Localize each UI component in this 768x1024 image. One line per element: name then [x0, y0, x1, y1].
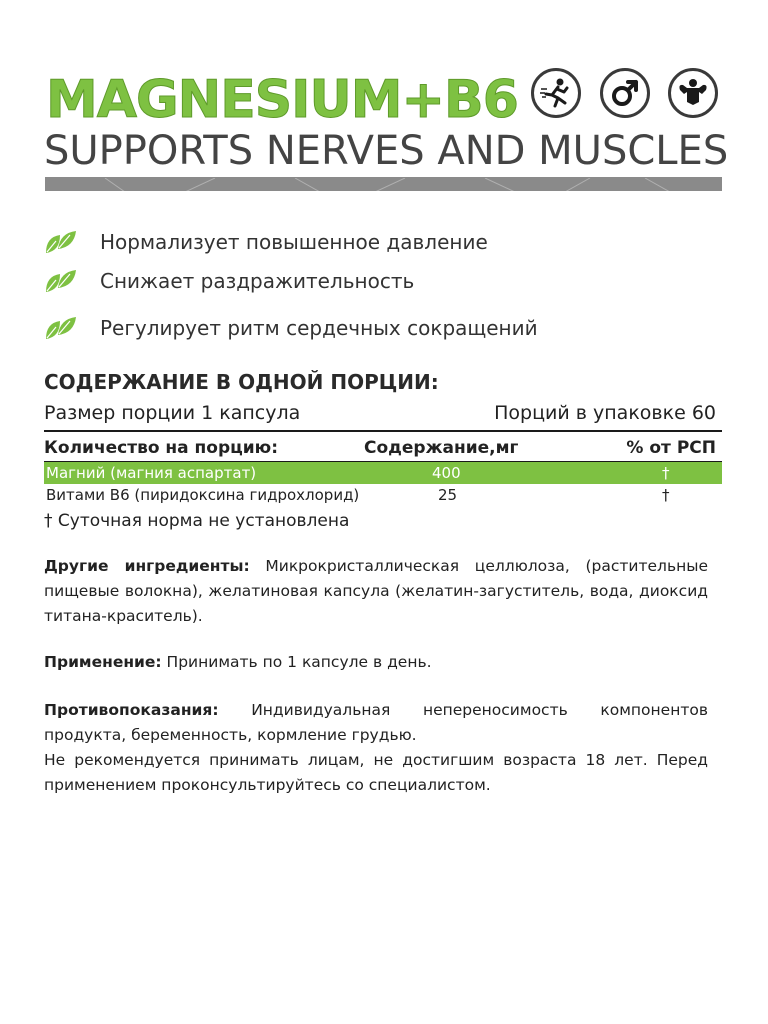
- usage-label: Применение:: [44, 653, 162, 671]
- contraindications-text: Индивидуальная непереносимость компонентов продукта, беременность, кормление грудью.: [44, 701, 708, 744]
- leaf-icon: [44, 268, 78, 294]
- column-header-content: Содержание,мг: [364, 438, 519, 458]
- other-ingredients-label: Другие ингредиенты:: [44, 557, 250, 575]
- usage-text: Принимать по 1 капсуле в день.: [161, 653, 432, 671]
- nutrient-amount: 400: [432, 464, 461, 482]
- benefit-text: Снижает раздражительность: [100, 269, 415, 293]
- other-ingredients: [44, 554, 708, 629]
- table-row: [44, 462, 722, 484]
- nutrient-name: Витами В6 (пиридоксина гидрохлорид): [46, 486, 360, 504]
- usage: [44, 650, 708, 675]
- column-header-dv: % от РСП: [626, 438, 716, 458]
- serving-section-title: СОДЕРЖАНИЕ В ОДНОЙ ПОРЦИИ:: [44, 370, 439, 394]
- benefit-text: Регулирует ритм сердечных сокращений: [100, 316, 538, 340]
- nutrient-name: Магний (магния аспартат): [46, 464, 257, 482]
- footnote: † Суточная норма не установлена: [44, 511, 350, 531]
- leaf-icon: [44, 315, 78, 341]
- nutrient-dv: †: [662, 464, 670, 482]
- nutrient-amount: 25: [438, 486, 458, 504]
- leaf-icon: [44, 229, 78, 255]
- benefit-item: [44, 308, 538, 348]
- benefit-item: [44, 261, 414, 301]
- servings-per-pack: Порций в упаковке 60: [494, 402, 716, 424]
- contraindications-label: Противопоказания:: [44, 701, 219, 719]
- benefit-item: [44, 222, 488, 262]
- product-title: MAGNESIUM+B6: [46, 70, 518, 130]
- contraindications-text-2: Не рекомендуется принимать лицам, не достигшим возраста 18 лет. Перед применением проконсультируйтесь со специалистом.: [44, 751, 708, 794]
- other-ingredients-text: Микрокристаллическая целлюлоза, (растительные пищевые волокна), желатиновая капсула (желатин-загуститель, вода, диоксид титана-краситель).: [44, 557, 708, 625]
- product-subtitle: SUPPORTS NERVES AND MUSCLES: [44, 128, 729, 174]
- male-icon: [600, 68, 650, 118]
- nutrient-dv: †: [662, 486, 670, 504]
- table-row: [44, 484, 722, 506]
- decorative-stripe: [45, 177, 722, 191]
- runner-icon: [531, 68, 581, 118]
- benefit-text: Нормализует повышенное давление: [100, 230, 488, 254]
- serving-size: Размер порции 1 капсула: [44, 402, 301, 424]
- muscle-icon: [668, 68, 718, 118]
- contraindications: [44, 698, 708, 798]
- column-header-amount: Количество на порцию:: [44, 438, 278, 458]
- table-top-rule: [44, 430, 722, 432]
